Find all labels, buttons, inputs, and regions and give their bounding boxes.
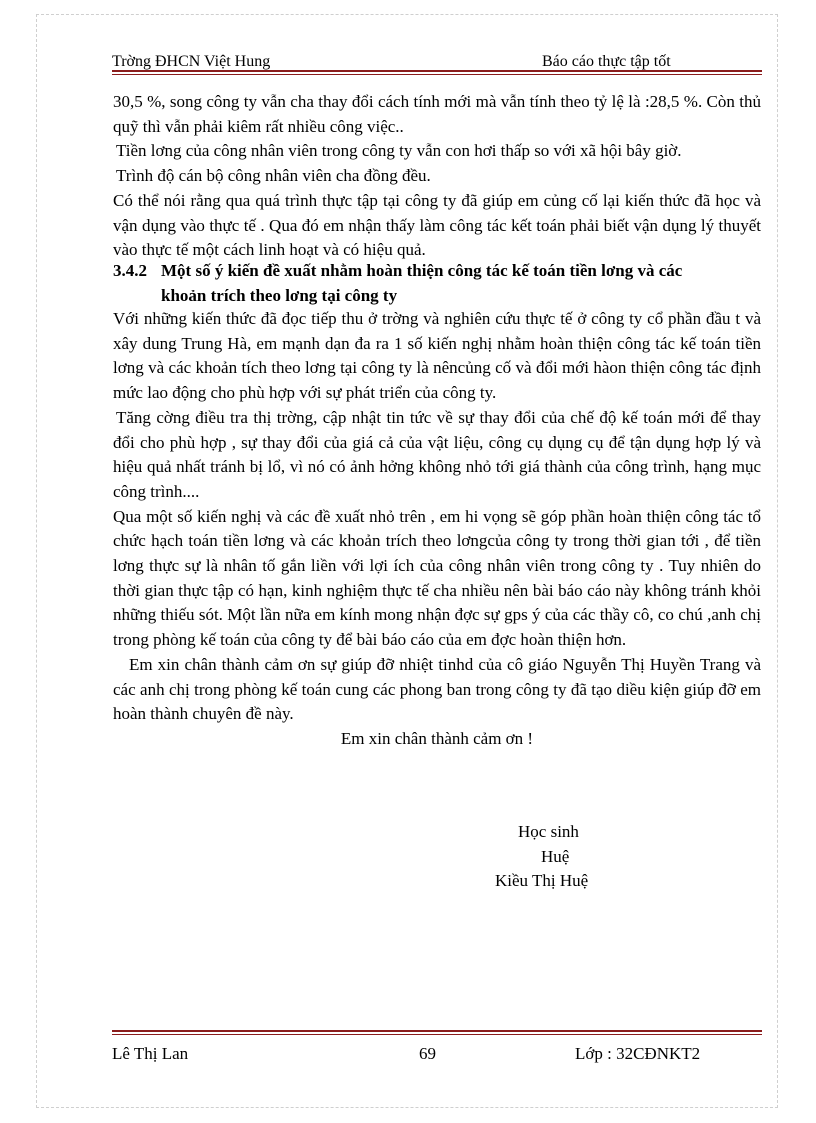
paragraph: Với những kiến thức đã đọc tiếp thu ở trờng và nghiên cứu thực tế ở công ty cổ phần đầu t và xây dung Trung Hà, em mạnh dạn đa ra 1 số kiến nghị nhằm hoàn thiện công tác kế toán tiền lơng và các khoản tích theo lơng tại công ty là nêncủng cố và đổi mới hàon thiện công tác định mức lao động cho phù hợp với sự phát triển của công ty. [113,309,761,403]
paragraph: Qua một số kiến nghị và các đề xuất nhỏ trên , em hi vọng sẽ góp phần hoàn thiện công tác tổ chức hạch toán tiền lơng và các khoản trích theo lơngcủa công ty trong thời gian tới , để tiền lơng thực sự là nhân tố gắn liền với lợi ích của công nhân viên trong công ty . Tuy nhiên do thời gian thực tập có hạn, kinh nghiệm thực tế cha nhiều nên bài báo cáo này không tránh khỏi những thiếu sót. Một lần nữa em kính mong nhận đợc sự gps ý của các thầy cô, co chú ,anh chị trong phòng kế toán của công ty để bài báo cáo của em đợc hoàn thiện hơn. [113,506,761,650]
page-number: 69 [419,1044,436,1063]
header-rule [112,70,762,75]
footer-rule [112,1030,762,1035]
footer-author: Lê Thị Lan [112,1044,189,1063]
signature-name: Kiều Thị Huệ [495,871,589,890]
page-footer [112,1043,760,1065]
section-heading [113,259,761,308]
paragraph: 30,5 %, song công ty vẫn cha thay đổi cách tính mới mà vẫn tính theo tỷ lệ là :28,5 %. Còn thủ quỹ thì vẫn phải kiêm rất nhiều công việc.. [113,92,761,136]
closing-line: Em xin chân thành cảm ơn ! [340,728,534,748]
signature-role: Học sinh [518,822,579,841]
header-school: Trờng ĐHCN Việt Hung [112,53,271,70]
page-header [112,52,760,72]
paragraph: Tăng cờng điều tra thị trờng, cập nhật tin tức về sự thay đổi của chế độ kế toán mới để thay đổi cho phù hợp , sự thay đổi của giá cả của vật liệu, công cụ dụng cụ để tận dụng hợp lý và hiệu quả nhất tránh bị lổ, vì nó có ảnh hởng không nhỏ tới giá thành của công trình, hạng mục công trình.... [113,407,761,501]
section-title-line1: Một số ý kiến đề xuất nhằm hoàn thiện công tác kế toán tiền lơng và các [161,261,683,280]
header-report-title: Báo cáo thực tập tốt [542,53,671,70]
paragraph: Em xin chân thành cảm ơn sự giúp đỡ nhiệt tinhd của cô giáo Nguyễn Thị Huyền Trang và các anh chị trong phòng kế toán cung các phong ban trong công ty đã tạo diều kiện giúp đỡ em hoàn thành chuyên đề này. [113,654,761,724]
paragraph: Tiền lơng của công nhân viên trong công ty vẫn con hơi thấp so với xã hội bây giờ. [116,141,682,161]
intro-text [113,90,761,263]
section-number: 3.4.2 [113,261,147,280]
paragraph: Có thể nói rằng qua quá trình thực tập tại công ty đã giúp em củng cố lại kiến thức đã học và vận dụng vào thực tế . Qua đó em nhận thấy làm công tác kết toán phải biết vận dụng lý thuyết vào thực tế một cách linh hoạt và có hiệu quả. [113,190,761,260]
paragraph: Trình độ cán bộ công nhân viên cha đồng đều. [116,166,431,186]
section-title-line2: khoản trích theo lơng tại công ty [161,285,398,305]
footer-class: Lớp : 32CĐNKT2 [575,1044,701,1063]
main-text [113,307,761,752]
signature-mark: Huệ [541,847,570,866]
